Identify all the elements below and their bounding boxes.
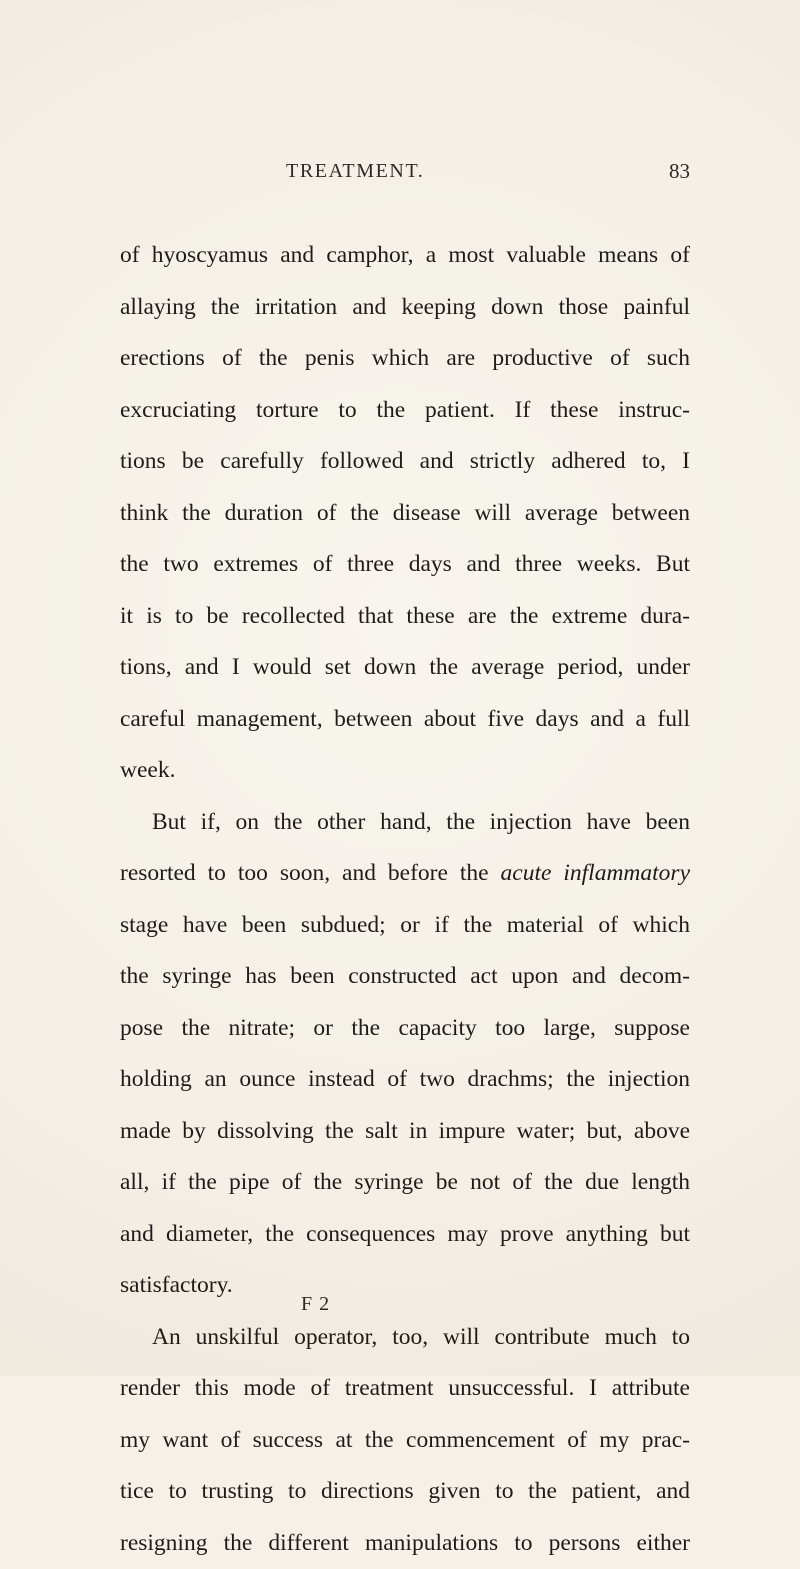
text-line-9: tions, and I would set down the average period, under	[120, 642, 690, 694]
text-line-3: erections of the penis which are productive of such	[120, 333, 690, 385]
page-header	[120, 160, 690, 196]
text-line-5: tions be carefully followed and strictly adhered to, I	[120, 436, 690, 488]
text-line-16: pose the nitrate; or the capacity too large, suppose	[120, 1003, 690, 1055]
text-line-18: made by dissolving the salt in impure water; but, above	[120, 1106, 690, 1158]
text-line-4: excruciating torture to the patient. If these instruc-	[120, 385, 690, 437]
body-text	[120, 230, 690, 1569]
text-line-6: think the duration of the disease will average between	[120, 488, 690, 540]
text-line-13	[120, 848, 690, 900]
text-line-19: all, if the pipe of the syringe be not of the due length	[120, 1157, 690, 1209]
text-line-7: the two extremes of three days and three weeks. But	[120, 539, 690, 591]
italic-phrase: acute inflammatory	[501, 860, 690, 886]
text-line-2: allaying the irritation and keeping down those painful	[120, 282, 690, 334]
text-line-15: the syringe has been constructed act upon and decom-	[120, 951, 690, 1003]
text-line-14: stage have been subdued; or if the material of which	[120, 900, 690, 952]
text-line-10: careful management, between about five days and a full	[120, 694, 690, 746]
text-line-1: of hyoscyamus and camphor, a most valuable means of	[120, 230, 690, 282]
text-line-11: week.	[120, 745, 690, 797]
text-line-12: But if, on the other hand, the injection have been	[120, 797, 690, 849]
text-line-21: satisfactory.	[120, 1260, 690, 1312]
running-head: TREATMENT.	[286, 160, 424, 183]
text-line-17: holding an ounce instead of two drachms; the injection	[120, 1054, 690, 1106]
page-number: 83	[669, 159, 690, 184]
text-line-13-before: resorted to too soon, and before the	[120, 860, 501, 886]
text-line-23: render this mode of treatment unsuccessful. I attribute	[120, 1363, 690, 1415]
text-line-22: An unskilful operator, too, will contribute much to	[120, 1312, 690, 1364]
text-line-8: it is to be recollected that these are the extreme dura-	[120, 591, 690, 643]
text-line-24: my want of success at the commencement of my prac-	[120, 1415, 690, 1467]
text-line-20: and diameter, the consequences may prove anything but	[120, 1209, 690, 1261]
text-line-25: tice to trusting to directions given to the patient, and	[120, 1466, 690, 1518]
printer-signature: F 2	[301, 1293, 330, 1316]
text-line-26: resigning the different manipulations to persons either	[120, 1518, 690, 1569]
